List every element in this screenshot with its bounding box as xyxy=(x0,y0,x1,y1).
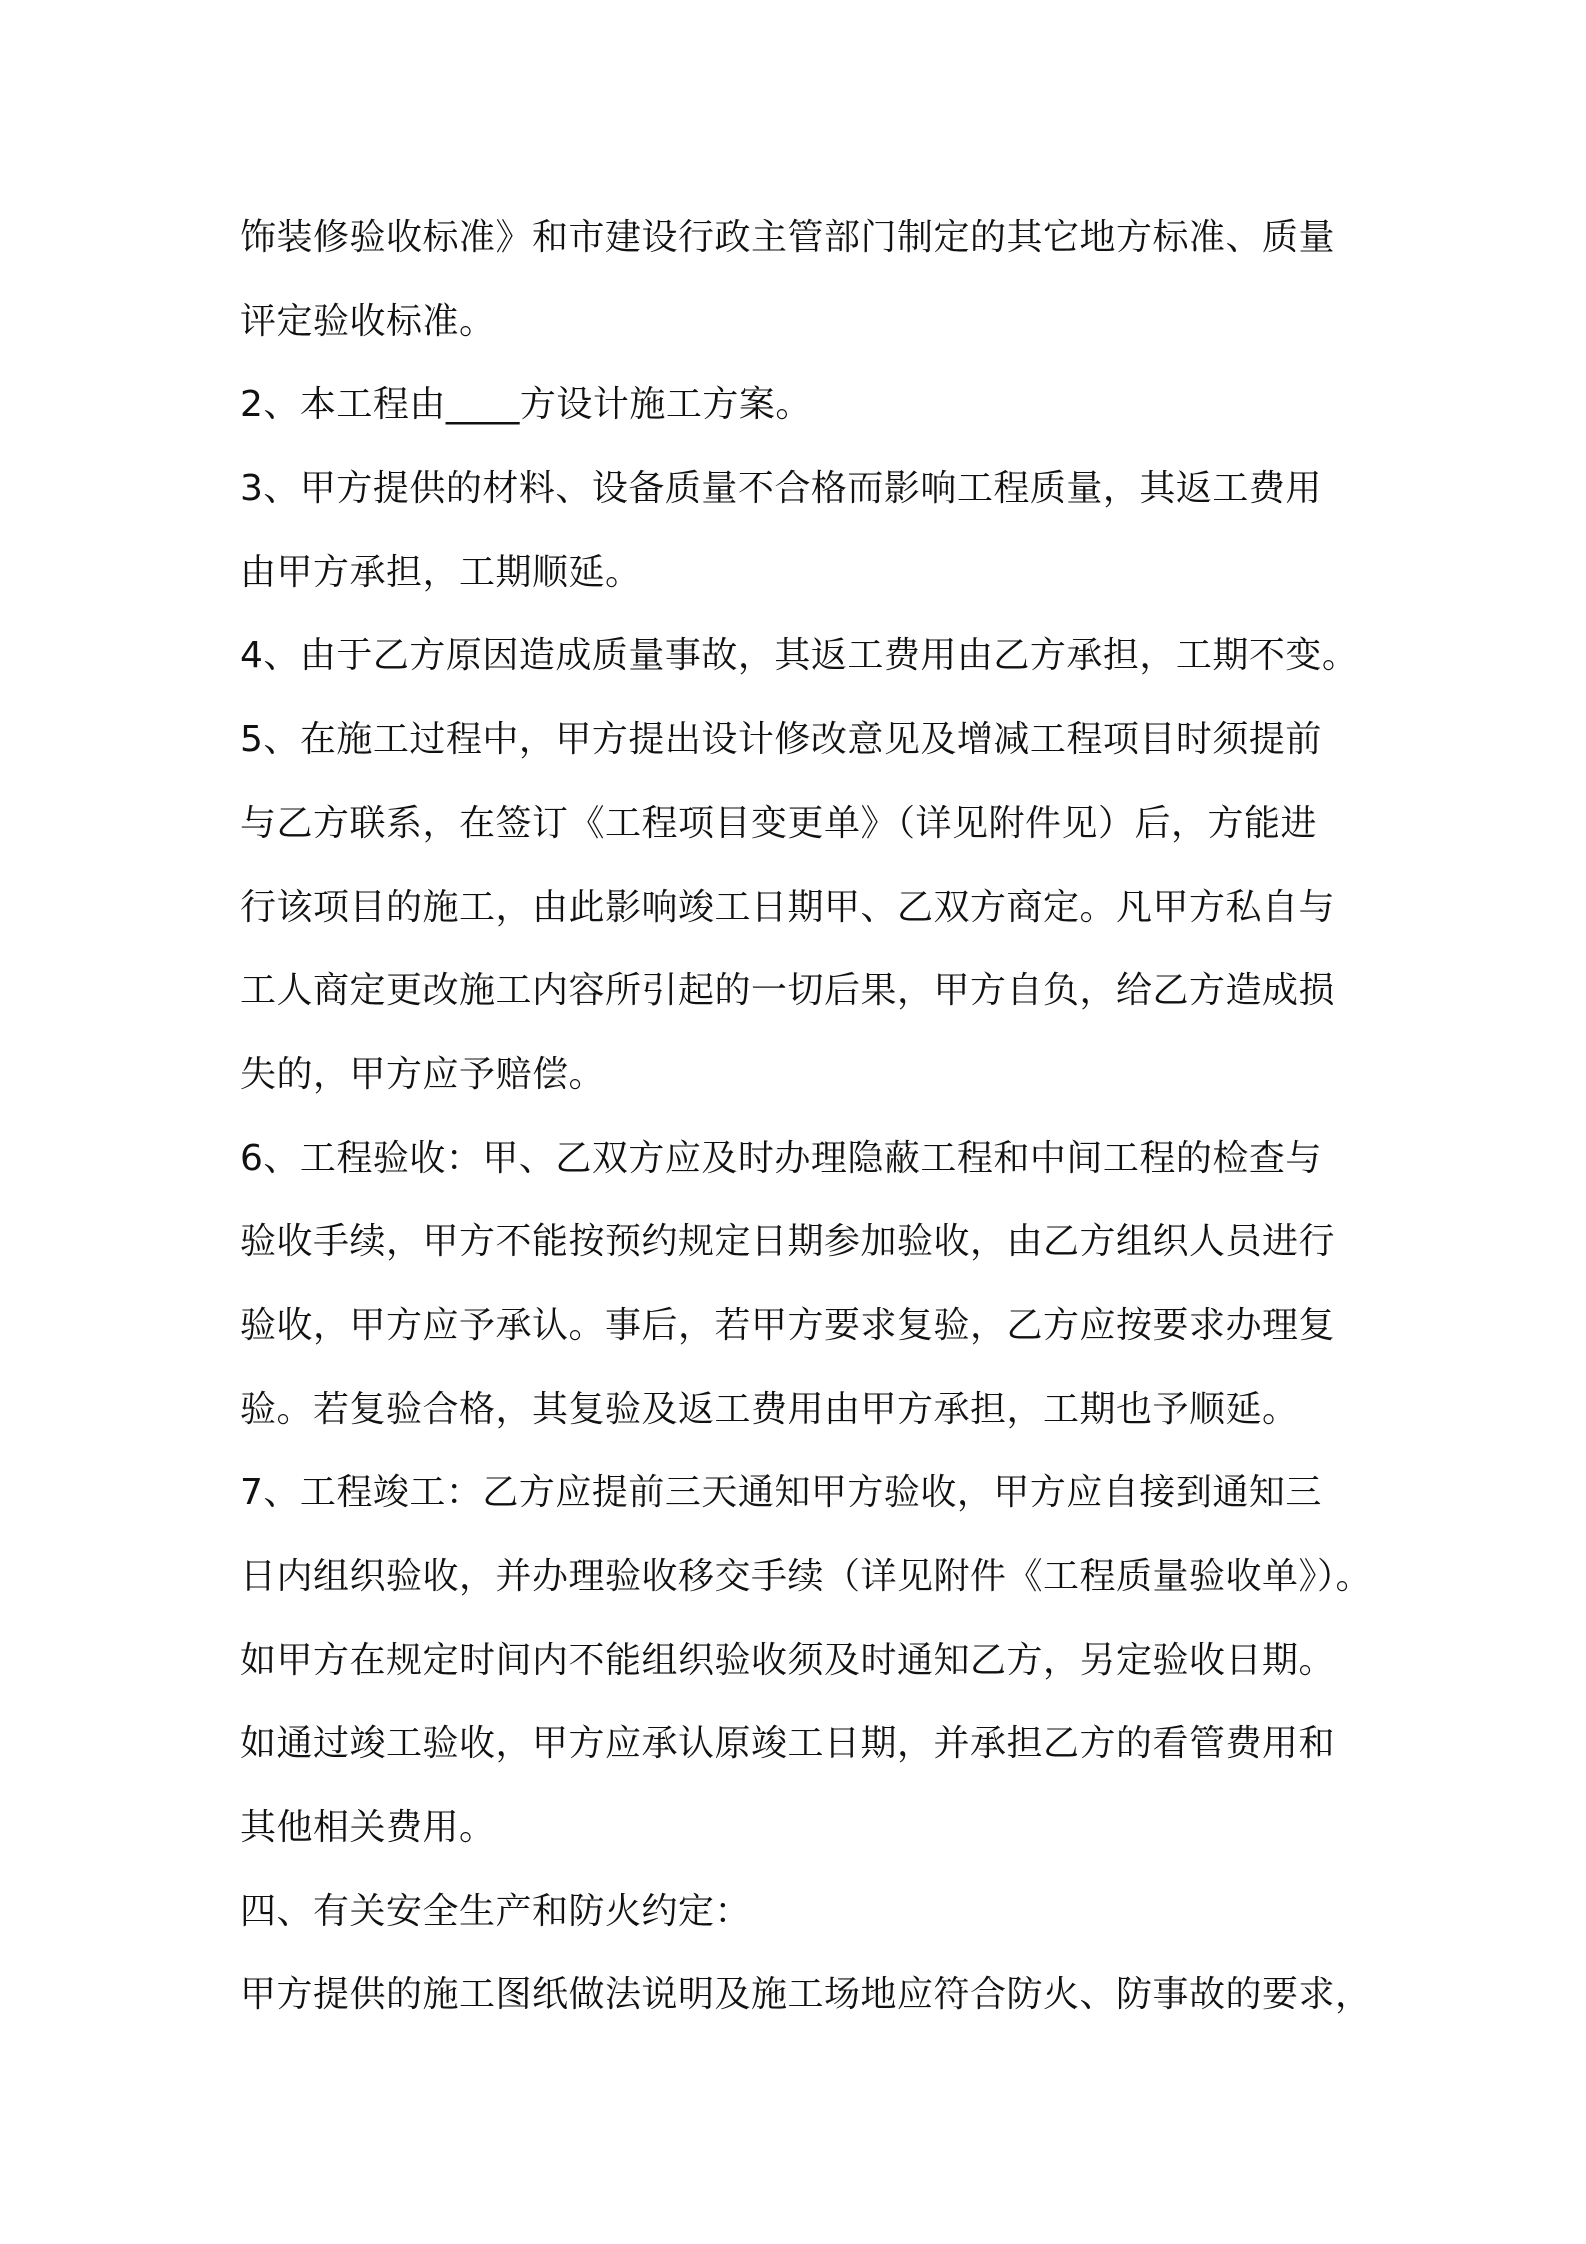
clause-2: 2、本工程由____方设计施工方案。 xyxy=(240,384,812,426)
text-line: 验。若复验合格，其复验及返工费用由甲方承担，工期也予顺延。 xyxy=(240,1388,1299,1430)
clause-6: 6、工程验收：甲、乙双方应及时办理隐蔽工程和中间工程的检查与 xyxy=(240,1137,1322,1179)
text-line: 验收手续，甲方不能按预约规定日期参加验收，由乙方组织人员进行 xyxy=(240,1221,1336,1263)
text-line: 如通过竣工验收，甲方应承认原竣工日期，并承担乙方的看管费用和 xyxy=(240,1723,1336,1765)
text-line: 其他相关费用。 xyxy=(240,1807,496,1849)
text-line: 如甲方在规定时间内不能组织验收须及时通知乙方，另定验收日期。 xyxy=(240,1639,1336,1681)
text-line: 工人商定更改施工内容所引起的一切后果，甲方自负，给乙方造成损 xyxy=(240,970,1336,1012)
document-body xyxy=(240,196,1373,2037)
clause-5: 5、在施工过程中，甲方提出设计修改意见及增减工程项目时须提前 xyxy=(240,719,1322,761)
text-line: 日内组织验收，并办理验收移交手续（详见附件《工程质量验收单》）。 xyxy=(240,1556,1373,1597)
text-line: 评定验收标准。 xyxy=(240,300,496,342)
clause-7: 7、工程竣工：乙方应提前三天通知甲方验收，甲方应自接到通知三 xyxy=(240,1472,1322,1514)
text-line: 与乙方联系，在签订《工程项目变更单》（详见附件见）后，方能进 xyxy=(240,802,1318,844)
section-heading: 四、有关安全生产和防火约定： xyxy=(240,1890,752,1932)
clause-4: 4、由于乙方原因造成质量事故，其返工费用由乙方承担，工期不变。 xyxy=(240,635,1359,677)
text-line: 由甲方承担，工期顺延。 xyxy=(240,551,642,593)
text-line: 饰装修验收标准》和市建设行政主管部门制定的其它地方标准、质量 xyxy=(240,217,1336,258)
clause-3: 3、甲方提供的材料、设备质量不合格而影响工程质量，其返工费用 xyxy=(240,468,1322,510)
text-line: 甲方提供的施工图纸做法说明及施工场地应符合防火、防事故的要求， xyxy=(240,1974,1372,2016)
text-line: 行该项目的施工，由此影响竣工日期甲、乙双方商定。凡甲方私自与 xyxy=(240,886,1336,928)
text-line: 失的，甲方应予赔偿。 xyxy=(240,1053,606,1095)
text-line: 验收，甲方应予承认。事后，若甲方要求复验，乙方应按要求办理复 xyxy=(240,1304,1336,1346)
